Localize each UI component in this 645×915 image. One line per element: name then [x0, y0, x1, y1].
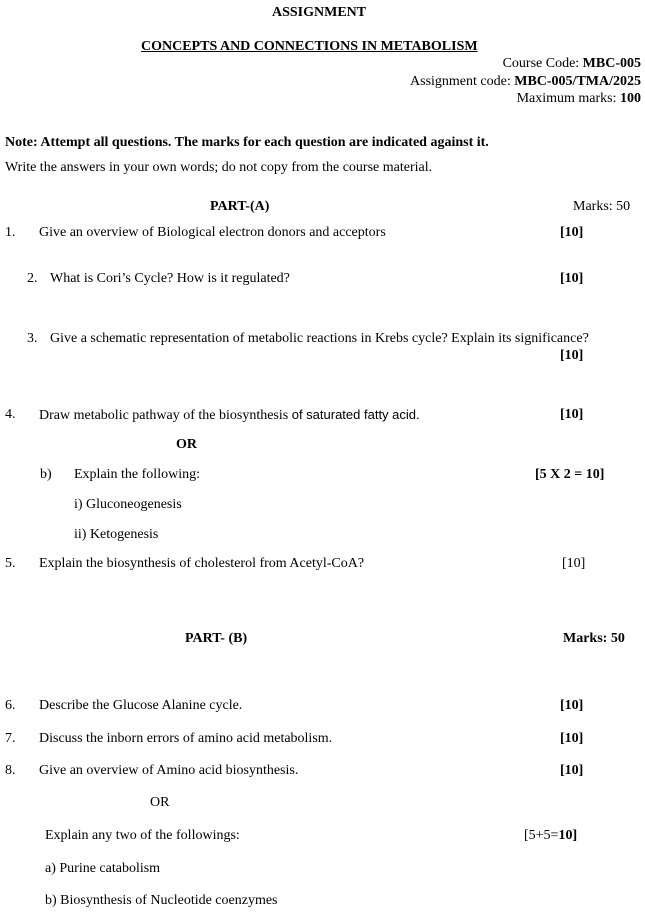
- part-a-marks: Marks: 50: [573, 199, 631, 214]
- course-code: [503, 57, 641, 71]
- q1-number: 1.: [5, 225, 16, 240]
- maximum-marks-label: Maximum marks:: [516, 91, 620, 106]
- q2-text: What is Cori’s Cycle? How is it regulated?: [50, 271, 290, 286]
- q6-number: 6.: [5, 698, 16, 713]
- q4-number: 4.: [5, 407, 16, 422]
- q8-alt-item-a: a) Purine catabolism: [45, 861, 161, 876]
- maximum-marks: [517, 92, 641, 106]
- q4-text: [39, 408, 420, 423]
- q4b-marks: [5 X 2 = 10]: [535, 467, 605, 482]
- q6-marks: [10]: [560, 698, 584, 713]
- q4b-text: Explain the following:: [74, 467, 200, 482]
- q5-marks: [10]: [562, 556, 586, 571]
- q4-or: OR: [176, 437, 197, 452]
- q4-marks: [10]: [560, 407, 584, 422]
- part-a-heading: PART-(A): [210, 199, 270, 214]
- part-b-marks: Marks: 50: [563, 631, 625, 646]
- course-title: CONCEPTS AND CONNECTIONS IN METABOLISM: [141, 39, 478, 54]
- q3-number: 3.: [27, 331, 38, 346]
- assignment-code-value: MBC-005/TMA/2025: [514, 74, 641, 89]
- q7-number: 7.: [5, 731, 16, 746]
- q8-alt-item-b: b) Biosynthesis of Nucleotide coenzymes: [45, 893, 278, 908]
- q8-alt-text: Explain any two of the followings:: [45, 828, 240, 843]
- q4b-item-i: i) Gluconeogenesis: [74, 497, 182, 512]
- q8-or: OR: [150, 795, 170, 810]
- q2-marks: [10]: [560, 271, 584, 286]
- course-code-label: Course Code:: [502, 56, 583, 71]
- q8-alt-marks-total: 10]: [558, 828, 578, 843]
- maximum-marks-value: 100: [620, 91, 641, 106]
- q4-text-main: Draw metabolic pathway of the biosynthesis: [39, 408, 292, 423]
- q7-text: Discuss the inborn errors of amino acid metabolism.: [39, 731, 333, 746]
- q7-marks: [10]: [560, 731, 584, 746]
- part-b-heading: PART- (B): [185, 631, 248, 646]
- q8-alt-marks: [524, 829, 577, 843]
- assignment-title: ASSIGNMENT: [272, 5, 367, 20]
- q4-text-tail: of saturated fatty acid.: [291, 407, 420, 422]
- q3-marks: [10]: [560, 348, 584, 363]
- q8-marks: [10]: [560, 763, 584, 778]
- q8-text: Give an overview of Amino acid biosynthesis.: [39, 763, 299, 778]
- q8-number: 8.: [5, 763, 16, 778]
- note-instruction: Note: Attempt all questions. The marks for each question are indicated against it.: [5, 135, 489, 150]
- q4b-item-ii: ii) Ketogenesis: [74, 527, 159, 542]
- q1-text: Give an overview of Biological electron donors and acceptors: [39, 225, 386, 240]
- q6-text: Describe the Glucose Alanine cycle.: [39, 698, 243, 713]
- q5-text: Explain the biosynthesis of cholesterol from Acetyl-CoA?: [39, 556, 365, 571]
- q4b-label: b): [40, 467, 52, 482]
- assignment-code-label: Assignment code:: [410, 74, 515, 89]
- q5-number: 5.: [5, 556, 16, 571]
- own-words-instruction: Write the answers in your own words; do not copy from the course material.: [5, 160, 433, 175]
- assignment-code: [410, 75, 641, 89]
- course-code-value: MBC-005: [582, 56, 641, 71]
- q3-text: Give a schematic representation of metabolic reactions in Krebs cycle? Explain its significance?: [50, 331, 589, 346]
- q1-marks: [10]: [560, 225, 584, 240]
- q8-alt-marks-prefix: [5+5=: [524, 828, 559, 843]
- q2-number: 2.: [27, 271, 38, 286]
